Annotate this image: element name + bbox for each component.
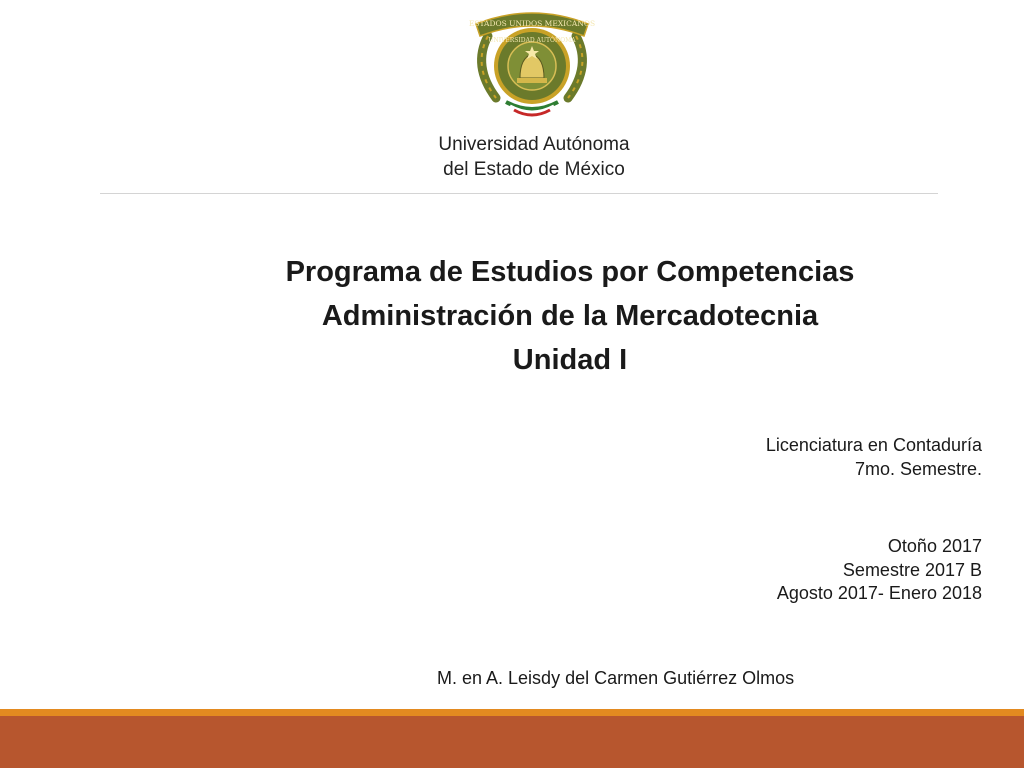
university-name (404, 132, 664, 182)
author-name: M. en A. Leisdy del Carmen Gutiérrez Olmos (437, 668, 795, 688)
header-divider (100, 193, 938, 194)
footer-accent-bar (0, 709, 1024, 716)
career-info (766, 434, 982, 481)
svg-text:UNIVERSIDAD AUTÓNOMA: UNIVERSIDAD AUTÓNOMA (488, 37, 576, 44)
footer-bar (0, 716, 1024, 768)
seal-emblem-icon (462, 6, 602, 122)
slide-title (200, 250, 940, 382)
career-name: Licenciatura en Contaduría (765, 435, 982, 455)
period-semester: Semestre 2017 B (842, 559, 982, 580)
career-semester: 7mo. Semestre. (854, 458, 982, 479)
university-name-line-2: del Estado de México (443, 159, 625, 180)
title-line-2: Administración de la Mercadotecnia (321, 300, 819, 332)
period-dates: Agosto 2017- Enero 2018 (776, 583, 982, 603)
svg-text:ESTADOS UNIDOS MEXICANOS: ESTADOS UNIDOS MEXICANOS (468, 19, 596, 28)
period-info (777, 535, 982, 606)
title-line-3: Unidad I (512, 344, 628, 376)
university-name-line-1: Universidad Autónoma (438, 134, 630, 155)
title-line-1: Programa de Estudios por Competencias (285, 256, 855, 288)
period-season: Otoño 2017 (887, 536, 982, 556)
university-seal-logo (462, 6, 602, 122)
